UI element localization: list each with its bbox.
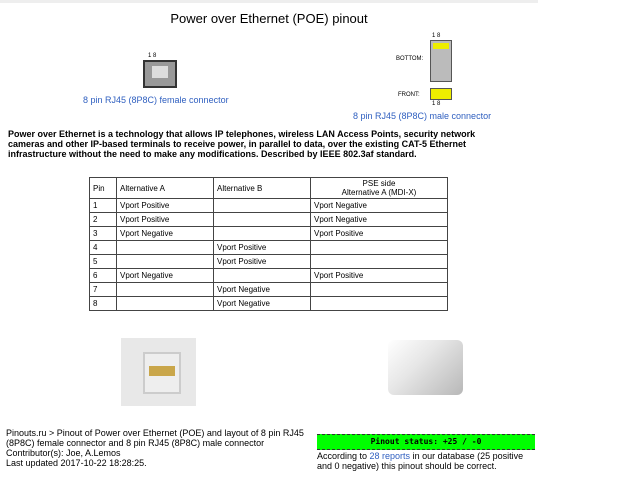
- pinout-status-badge: Pinout status: +25 / -0: [317, 434, 535, 450]
- table-cell: Vport Negative: [117, 227, 214, 241]
- header-pin: Pin: [90, 178, 117, 199]
- table-cell: 4: [90, 241, 117, 255]
- male-connector-bottom-image: [430, 40, 452, 82]
- female-pin-numbers: 1 8: [148, 53, 157, 59]
- table-cell: [214, 199, 311, 213]
- front-label: FRONT:: [398, 92, 420, 98]
- table-cell: 6: [90, 269, 117, 283]
- male-plug-photo: [388, 340, 463, 395]
- table-cell: [117, 297, 214, 311]
- description: Power over Ethernet is a technology that allows IP telephones, wireless LAN Access Points, security network cameras and other IP-based terminals to receive power, in parallel to data, over the existing CAT-5 Ethernet infrastructure without the need to make any modifications. Described by IEEE 802.3af standard.: [8, 129, 476, 159]
- table-cell: Vport Negative: [311, 199, 448, 213]
- header-pse-line1: PSE side: [362, 179, 396, 188]
- male-connector-link[interactable]: 8 pin RJ45 (8P8C) male connector: [353, 111, 492, 121]
- table-cell: 7: [90, 283, 117, 297]
- table-cell: [214, 227, 311, 241]
- header-pse: [311, 178, 448, 199]
- table-cell: [117, 241, 214, 255]
- table-cell: 2: [90, 213, 117, 227]
- table-cell: Vport Negative: [311, 213, 448, 227]
- table-row: [90, 255, 448, 269]
- table-row: [90, 199, 448, 213]
- pinout-table: [89, 177, 448, 311]
- table-cell: [311, 297, 448, 311]
- table-row: [90, 297, 448, 311]
- breadcrumb[interactable]: Pinouts.ru > Pinout of Power over Ethernet (POE) and layout of 8 pin RJ45 (8P8C) female connector and 8 pin RJ45 (8P8C) male connector: [6, 428, 304, 448]
- table-cell: [117, 255, 214, 269]
- table-cell: [311, 283, 448, 297]
- page-title: Power over Ethernet (POE) pinout: [170, 11, 368, 26]
- header-pse-line2: Alternative A (MDI-X): [341, 188, 417, 197]
- table-cell: [311, 241, 448, 255]
- table-cell: Vport Positive: [117, 213, 214, 227]
- table-cell: [214, 269, 311, 283]
- table-cell: Vport Negative: [214, 283, 311, 297]
- footer-info: [6, 428, 311, 468]
- top-bar: [0, 0, 538, 3]
- table-cell: 3: [90, 227, 117, 241]
- male-top-pins: 1 8: [432, 33, 441, 39]
- last-updated: Last updated 2017-10-22 18:28:25.: [6, 458, 147, 468]
- table-row: [90, 213, 448, 227]
- male-connector-front-image: [430, 88, 452, 100]
- table-row: [90, 283, 448, 297]
- reports-link[interactable]: 28 reports: [369, 451, 411, 461]
- contributors: Contributor(s): Joe, A.Lemos: [6, 448, 121, 458]
- table-cell: Vport Positive: [311, 227, 448, 241]
- status-text: [317, 451, 537, 471]
- table-cell: Vport Negative: [117, 269, 214, 283]
- female-jack-photo: [121, 338, 196, 406]
- header-alt-a: Alternative A: [117, 178, 214, 199]
- table-row: [90, 241, 448, 255]
- table-cell: Vport Positive: [311, 269, 448, 283]
- table-cell: 5: [90, 255, 117, 269]
- bottom-label: BOTTOM:: [396, 56, 424, 62]
- status-post: in our database (25 positive and 0 negative) this pinout should be correct.: [317, 451, 524, 471]
- female-connector-link[interactable]: 8 pin RJ45 (8P8C) female connector: [83, 95, 229, 105]
- status-pre: According to: [317, 451, 370, 461]
- table-cell: [214, 213, 311, 227]
- table-cell: [311, 255, 448, 269]
- table-cell: [117, 283, 214, 297]
- table-cell: Vport Negative: [214, 297, 311, 311]
- header-alt-b: Alternative B: [214, 178, 311, 199]
- table-cell: Vport Positive: [117, 199, 214, 213]
- table-cell: 1: [90, 199, 117, 213]
- table-row: [90, 227, 448, 241]
- table-cell: Vport Positive: [214, 255, 311, 269]
- table-row: [90, 269, 448, 283]
- table-cell: 8: [90, 297, 117, 311]
- male-bottom-pins: 1 8: [432, 101, 441, 107]
- table-header-row: [90, 178, 448, 199]
- table-cell: Vport Positive: [214, 241, 311, 255]
- female-connector-image: [143, 60, 177, 88]
